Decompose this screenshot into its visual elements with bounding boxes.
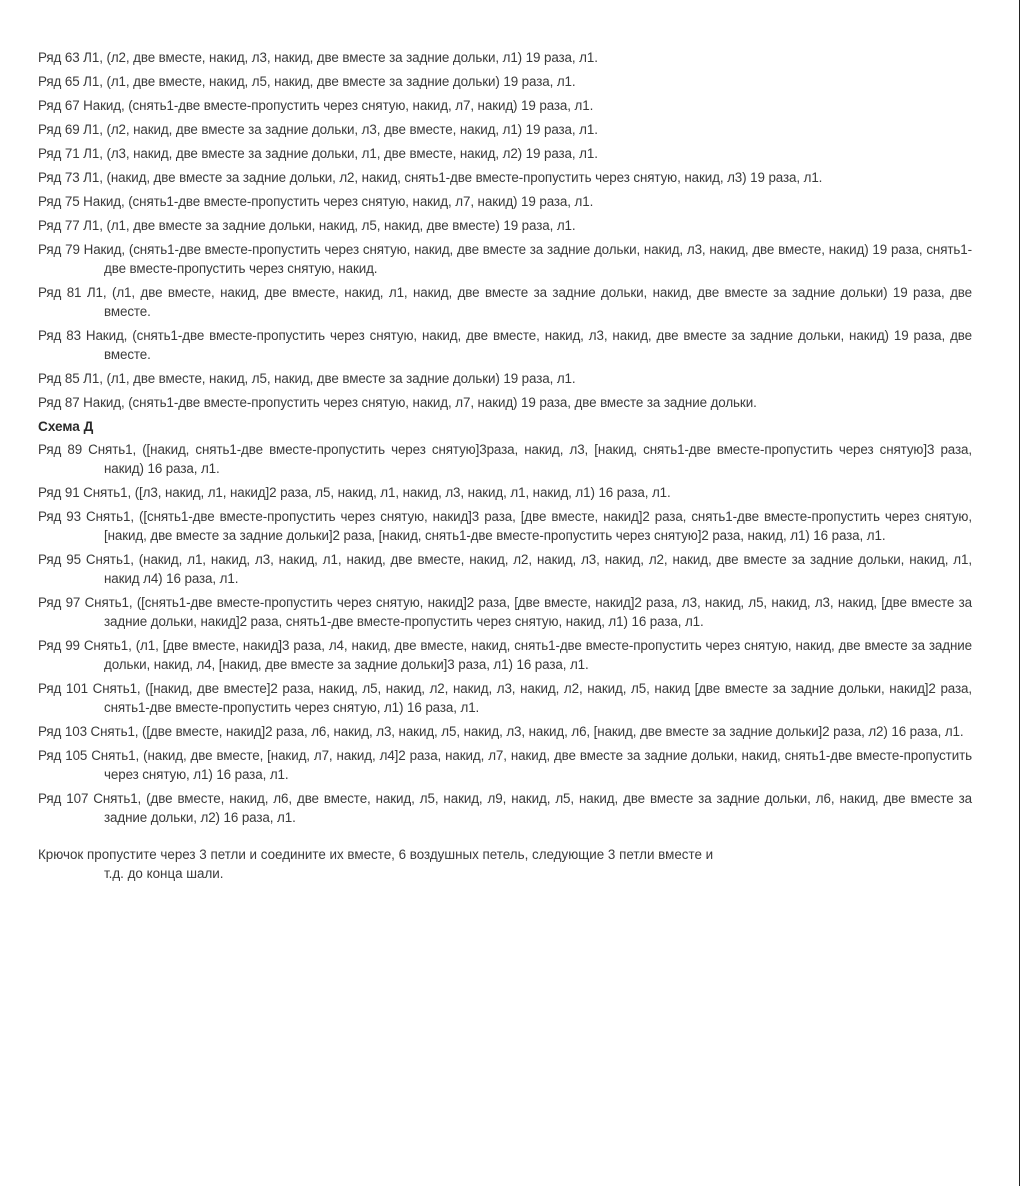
row-73: Ряд 73 Л1, (накид, две вместе за задние дольки, л2, накид, снять1-две вместе-пропустить через снятую, накид, л3) 19 раза, л1.	[38, 170, 823, 185]
final-note-line-1: Крючок пропустите через 3 петли и соедините их вместе, 6 воздушных петель, следующие 3 петли вместе и	[38, 847, 714, 862]
row-85: Ряд 85 Л1, (л1, две вместе, накид, л5, накид, две вместе за задние дольки) 19 раза, л1.	[38, 371, 576, 386]
final-note	[38, 845, 972, 883]
document-page	[38, 48, 972, 883]
row-67: Ряд 67 Накид, (снять1-две вместе-пропустить через снятую, накид, л7, накид) 19 раза, л1.	[38, 98, 594, 113]
row-107: Ряд 107 Снять1, (две вместе, накид, л6, две вместе, накид, л5, накид, л9, накид, л5, накид, две вместе за задние дольки, л6, накид, две вместе за задние дольки, л2) 16 раза, л1.	[38, 791, 972, 825]
row-105: Ряд 105 Снять1, (накид, две вместе, [накид, л7, накид, л4]2 раза, накид, л7, накид, две вместе за задние дольки, накид, снять1-две вместе-пропустить через снятую, л1) 16 раза, л1.	[38, 748, 972, 782]
row-91: Ряд 91 Снять1, ([л3, накид, л1, накид]2 раза, л5, накид, л1, накид, л3, накид, л1, накид, л1) 16 раза, л1.	[38, 485, 671, 500]
row-81: Ряд 81 Л1, (л1, две вместе, накид, две вместе, накид, л1, накид, две вместе за задние дольки, накид, две вместе за задние дольки) 19 раза, две вместе.	[38, 285, 972, 319]
rows-section-a	[38, 48, 972, 412]
final-note-line-2: т.д. до конца шали.	[104, 866, 224, 881]
row-89: Ряд 89 Снять1, ([накид, снять1-две вместе-пропустить через снятую]3раза, накид, л3, [накид, снять1-две вместе-пропустить через снятую]3 раза, накид) 16 раза, л1.	[38, 442, 972, 476]
row-75: Ряд 75 Накид, (снять1-две вместе-пропустить через снятую, накид, л7, накид) 19 раза, л1.	[38, 194, 594, 209]
row-83: Ряд 83 Накид, (снять1-две вместе-пропустить через снятую, накид, две вместе, накид, л3, накид, две вместе за задние дольки, накид) 19 раза, две вместе.	[38, 328, 972, 362]
row-79: Ряд 79 Накид, (снять1-две вместе-пропустить через снятую, накид, две вместе за задние дольки, накид, л3, накид, две вместе, накид) 19 раза, снять1-две вместе-пропустить через снятую, накид.	[38, 242, 972, 276]
row-103: Ряд 103 Снять1, ([две вместе, накид]2 раза, л6, накид, л3, накид, л5, накид, л3, накид, л6, [накид, две вместе за задние дольки]2 раза, л2) 16 раза, л1.	[38, 724, 964, 739]
row-65: Ряд 65 Л1, (л1, две вместе, накид, л5, накид, две вместе за задние дольки) 19 раза, л1.	[38, 74, 576, 89]
page-edge-rule	[1019, 0, 1020, 1186]
row-71: Ряд 71 Л1, (л3, накид, две вместе за задние дольки, л1, две вместе, накид, л2) 19 раза, л1.	[38, 146, 598, 161]
row-87: Ряд 87 Накид, (снять1-две вместе-пропустить через снятую, накид, л7, накид) 19 раза, две вместе за задние дольки.	[38, 395, 757, 410]
row-93: Ряд 93 Снять1, ([снять1-две вместе-пропустить через снятую, накид]3 раза, [две вместе, накид]2 раза, снять1-две вместе-пропустить через снятую, [накид, две вместе за задние дольки]2 раза, [накид, снять1-две вместе-пропустить через снятую]2 раза, накид, л1) 16 раза, л1.	[38, 509, 972, 543]
row-97: Ряд 97 Снять1, ([снять1-две вместе-пропустить через снятую, накид]2 раза, [две вместе, накид]2 раза, л3, накид, л5, накид, л3, накид, [две вместе за задние дольки, накид]2 раза, снять1-две вместе-пропустить через снятую, накид, л1) 16 раза, л1.	[38, 595, 972, 629]
row-95: Ряд 95 Снять1, (накид, л1, накид, л3, накид, л1, накид, две вместе, накид, л2, накид, л3, накид, л2, накид, две вместе за задние дольки, накид, л1, накид л4) 16 раза, л1.	[38, 552, 972, 586]
scheme-heading: Схема Д	[38, 419, 94, 434]
rows-section-b	[38, 440, 972, 827]
row-101: Ряд 101 Снять1, ([накид, две вместе]2 раза, накид, л5, накид, л2, накид, л3, накид, л2, накид, л5, накид [две вместе за задние дольки, накид]2 раза, снять1-две вместе-пропустить через снятую, л1) 16 раза, л1.	[38, 681, 972, 715]
row-77: Ряд 77 Л1, (л1, две вместе за задние дольки, накид, л5, накид, две вместе) 19 раза, л1.	[38, 218, 576, 233]
row-63: Ряд 63 Л1, (л2, две вместе, накид, л3, накид, две вместе за задние дольки, л1) 19 раза, л1.	[38, 50, 598, 65]
row-69: Ряд 69 Л1, (л2, накид, две вместе за задние дольки, л3, две вместе, накид, л1) 19 раза, л1.	[38, 122, 598, 137]
row-99: Ряд 99 Снять1, (л1, [две вместе, накид]3 раза, л4, накид, две вместе, накид, снять1-две вместе-пропустить через снятую, накид, две вместе за задние дольки, накид, л4, [накид, две вместе за задние дольки]3 раза, л1) 16 раза, л1.	[38, 638, 972, 672]
